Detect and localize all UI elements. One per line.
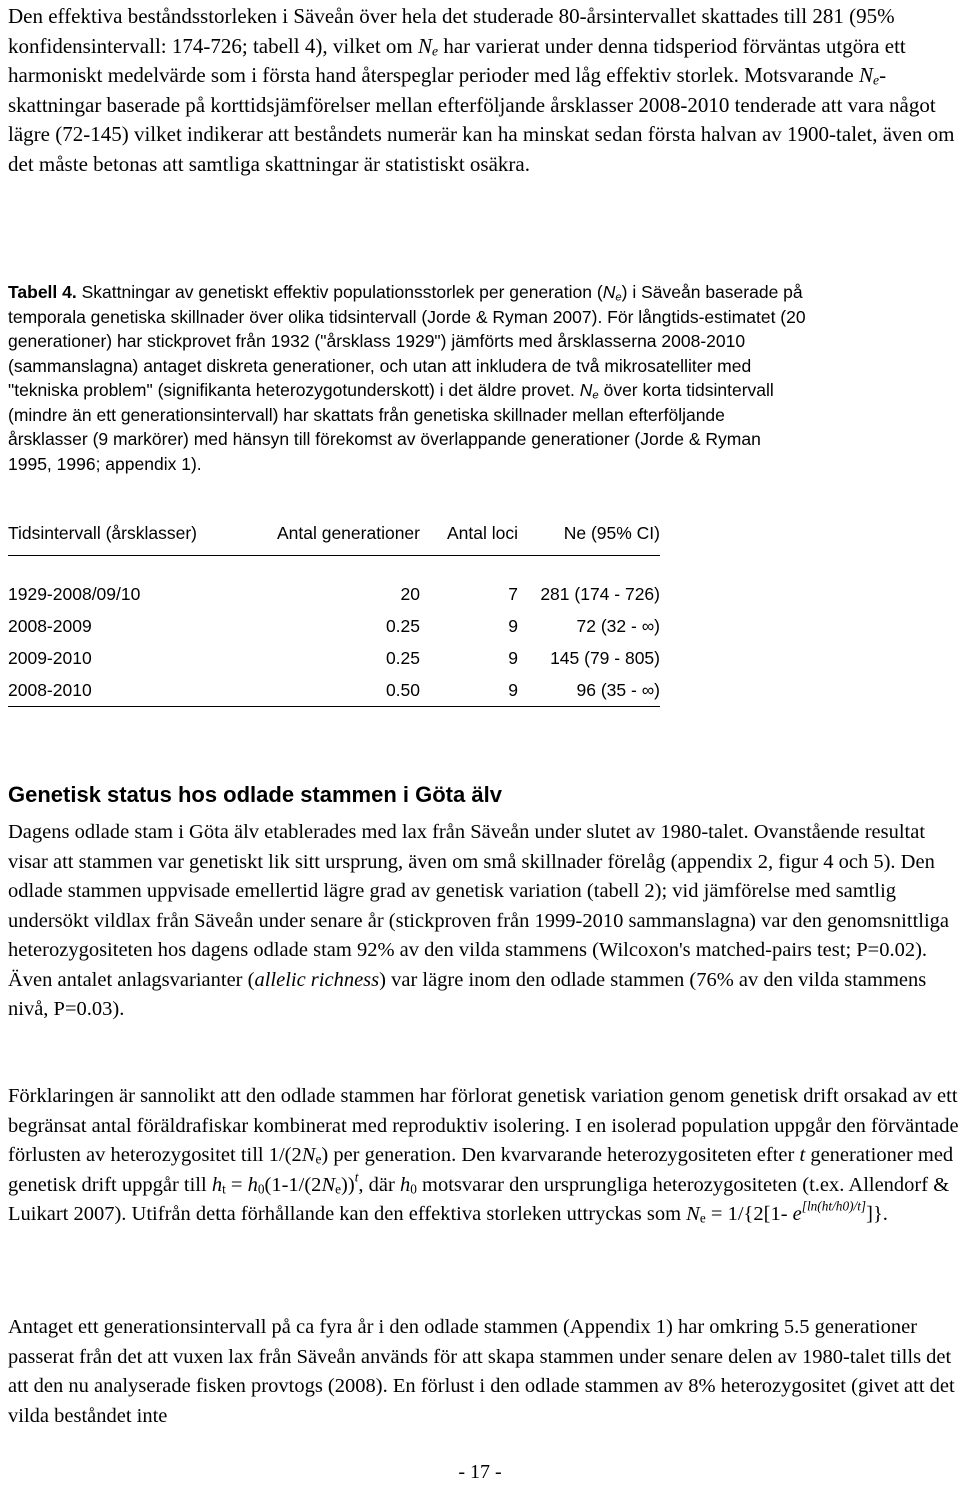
table-header-row — [8, 520, 660, 556]
symbol-n: N — [301, 1144, 316, 1166]
header-generations: Antal generationer — [248, 520, 420, 556]
subscript-e: e — [615, 291, 622, 304]
cell-generations: 0.25 — [385, 615, 420, 636]
symbol-n: N — [686, 1203, 700, 1225]
table-row — [8, 642, 660, 674]
cell-generations: 0.50 — [248, 674, 420, 707]
cell-interval: 2009-2010 — [8, 647, 92, 668]
cell-ne: 145 (79 - 805) — [550, 647, 660, 668]
text-span: ) i Säveån baserade på temporala genetiska skillnader över olika tidsintervall (Jorde & Ryman 2007). För långtids-estimatet (20 generationer) har stickprovet från 1932 ("årsklass 1929") jämförts med årsklasserna 2008-2010 (sammanslagna) antaget diskreta generationer, och utan att inkludera de två mikrosatelliter med "tekniska problem" (signifikanta heterozygotunderskott) i det äldre provet. — [8, 282, 806, 400]
symbol-e: e — [792, 1203, 802, 1225]
text-span: , där — [358, 1173, 400, 1196]
subscript-e: e — [335, 1181, 342, 1197]
cell-interval: 2008-2010 — [8, 674, 248, 707]
subscript-e: e — [315, 1151, 322, 1167]
caption-label: Tabell 4. — [8, 282, 77, 302]
paragraph-genetic-status — [8, 818, 960, 1025]
symbol-n: N — [579, 380, 593, 400]
symbol-h: h — [399, 1173, 411, 1196]
subscript-e: e — [699, 1210, 706, 1226]
subscript-t: t — [222, 1181, 226, 1197]
subscript-zero: 0 — [257, 1181, 265, 1197]
text-span: (1-1/(2 — [264, 1173, 322, 1196]
paragraph-generation-interval: Antaget ett generationsintervall på ca fyra år i den odlade stammen (Appendix 1) har omkring 5.5 generationer passerat från det att vuxen lax från Säveån används för att skapa stammen under senare delen av 1980-talet tills det att den nu analyserade fisken provtogs (2008). En förlust i den odlade stammen av 8% heterozygositet (givet att det vilda beståndet inte — [8, 1316, 955, 1427]
text-span: generationer med genetisk drift uppgår till — [8, 1144, 954, 1196]
symbol-h: h — [247, 1173, 258, 1196]
text-span: Skattningar av genetiskt effektiv populationsstorlek per generation ( — [76, 282, 603, 302]
italic-term: allelic richness — [254, 968, 380, 991]
symbol-n: N — [602, 282, 616, 302]
page-number: - 17 - — [458, 1461, 502, 1483]
text-span: Dagens odlade stam i Göta älv etablerades med lax från Säveån under slutet av 1980-talet. Ovanstående resultat visar att stammen var genetiskt lik sitt ursprung, även om små skillnader förelåg (appendix 2, figur 4 och 5). Den odlade stammen uppvisade emellertid lägre grad av genetisk variation (tabell 2); vid jämförelse med samtlig undersökt vildlax från Säveån under senare år (stickproven från 1999-2010 sammanslagna) var den genomsnittliga heterozygositeten hos dagens odlade stam 92% av den vilda stammens (Wilcoxon's matched-pairs test; P=0.02). Även antalet anlagsvarianter ( — [8, 821, 949, 991]
subscript-e: e — [592, 389, 599, 402]
header-time-interval: Tidsintervall (årsklasser) — [8, 520, 248, 556]
cell-generations: 20 — [400, 583, 420, 604]
superscript-t: t — [354, 1169, 359, 1185]
text-span: = — [225, 1173, 248, 1196]
text-span: ) per generation. Den kvarvarande heterozygositeten efter — [321, 1144, 800, 1166]
subscript-e: e — [873, 72, 880, 88]
subscript-zero: 0 — [410, 1181, 417, 1197]
cell-loci: 9 — [508, 647, 518, 668]
text-span: har varierat under denna tidsperiod förväntas utgöra ett harmoniskt medelvärde som i första hand återspeglar perioder med låg effektiv storlek. Motsvarande — [8, 33, 906, 87]
ne-table — [8, 520, 660, 707]
symbol-n: N — [859, 63, 874, 87]
subscript-e: e — [432, 43, 439, 59]
paragraph-explanation — [8, 1082, 960, 1230]
cell-interval: 1929-2008/09/10 — [8, 583, 141, 604]
text-span: Den effektiva beståndsstorleken i Säveån över hela det studerade 80-årsintervallet skattades till 281 (95% konfidensintervall: 174-726; tabell 4), vilket om — [8, 4, 895, 58]
cell-generations: 0.25 — [385, 647, 420, 668]
symbol-h: h — [211, 1173, 223, 1196]
header-loci: Antal loci — [420, 520, 518, 556]
cell-ne: 96 (35 - ∞) — [518, 674, 660, 707]
paragraph-ne-estimate — [8, 2, 958, 179]
table-row — [8, 674, 660, 707]
table-caption — [8, 280, 808, 476]
cell-loci: 7 — [508, 583, 518, 604]
text-span: Förklaringen är sannolikt att den odlade stammen har förlorat genetisk variation genom genetisk drift orsakad av ett begränsat antal föräldrafiskar kombinerat med reproduktiv isolering. I en isolerad population uppgår den förväntade förlusten av heterozygositet till 1/(2 — [8, 1085, 959, 1166]
text-span: över korta tidsintervall (mindre än ett generationsintervall) har skattats från genetiska skillnader mellan efterföljande årsklasser (9 markörer) med hänsyn till förekomst av överlappande generationer (Jorde & Ryman 1995, 1996; appendix 1). — [8, 380, 774, 474]
table-row — [8, 610, 660, 642]
text-span: ]}. — [866, 1203, 888, 1225]
cell-loci: 9 — [508, 615, 518, 636]
symbol-n: N — [321, 1173, 336, 1196]
cell-interval: 2008-2009 — [8, 615, 92, 636]
section-heading: Genetisk status hos odlade stammen i Göta älv — [8, 782, 502, 807]
symbol-n: N — [418, 33, 433, 58]
table-row — [8, 556, 660, 611]
text-span: )) — [341, 1173, 355, 1196]
text-span: -skattningar baserade på korttidsjämförelser mellan efterföljande årsklasser 2008-2010 tenderade att vara något lägre (72-145) vilket indikerar att beståndets numerär kan ha minskat sedan första halvan av 1900-talet, även om det måste betonas att samtliga skattningar är statistiskt osäkra. — [8, 63, 955, 176]
cell-ne: 72 (32 - ∞) — [576, 615, 660, 636]
text-span: motsvarar den ursprungliga heterozygositeten (t.ex. Allendorf & Luikart 2007). Utifrån detta förhållande kan den effektiva storleken uttryckas som — [8, 1173, 950, 1225]
text-span: ) var lägre inom den odlade stammen (76% av den vilda stammens nivå, P=0.03). — [8, 968, 927, 1020]
symbol-t: t — [799, 1144, 806, 1166]
data-table — [8, 520, 660, 707]
text-span: = 1/{2[1- — [705, 1203, 793, 1225]
cell-ne: 281 (174 - 726) — [540, 583, 660, 604]
exponent-expression: [ln(ht/h0)/t] — [801, 1198, 867, 1214]
cell-loci: 9 — [420, 674, 518, 707]
header-ne-ci: Ne (95% CI) — [518, 520, 660, 556]
